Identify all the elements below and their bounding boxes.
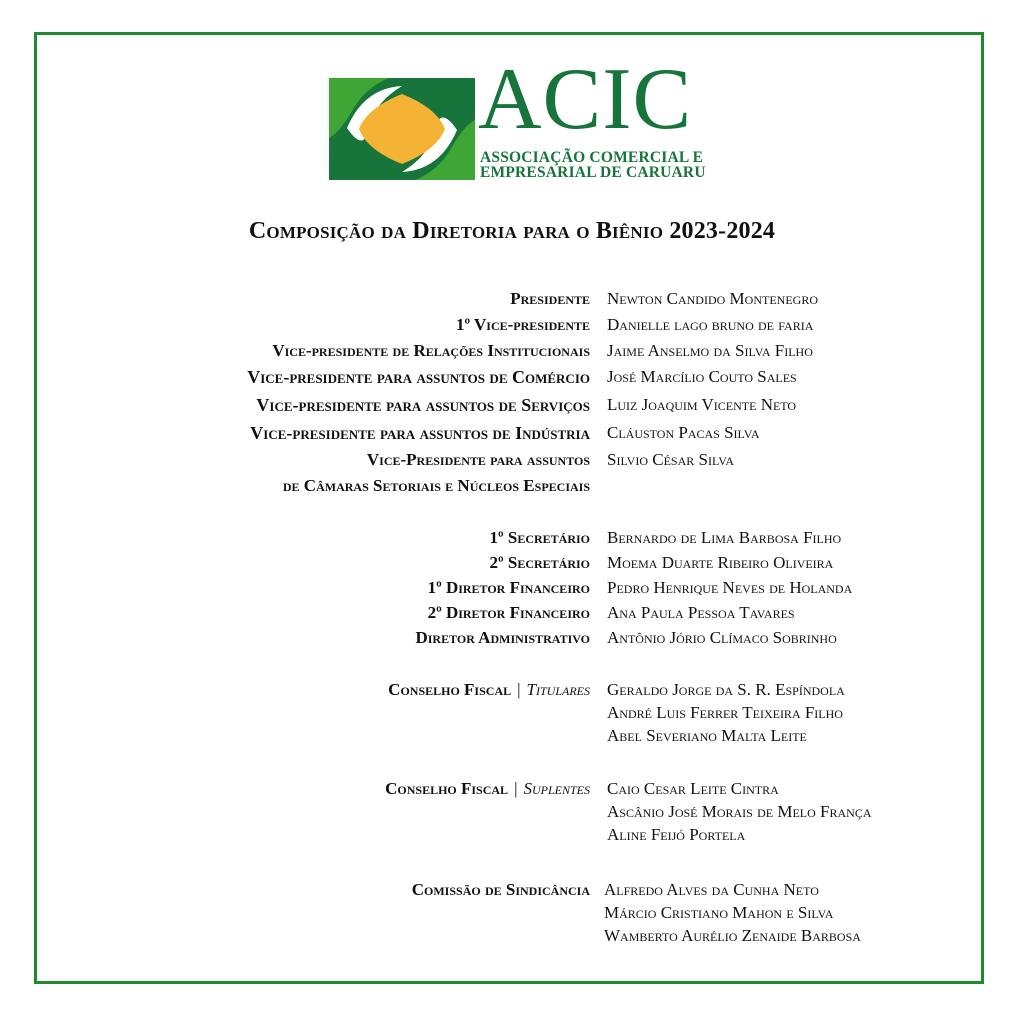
member-name: Newton Candido Montenegro <box>607 289 818 308</box>
member-name: Aline Feijó Portela <box>607 825 746 844</box>
role-label: Vice-presidente de Relações Institucionais <box>272 341 590 360</box>
role-label: Vice-presidente para assuntos de Serviços <box>256 395 590 415</box>
role-label: Presidente <box>510 289 590 308</box>
role-label: Vice-Presidente para assuntos <box>366 450 590 469</box>
member-name: Pedro Henrique Neves de Holanda <box>607 578 853 597</box>
role-label: Vice-presidente para assuntos de Indústria <box>250 423 590 443</box>
acic-logo-mark <box>329 78 475 180</box>
member-name: André Luis Ferrer Teixeira Filho <box>607 703 843 722</box>
role-label-continued: de Câmaras Setoriais e Núcleos Especiais <box>282 476 590 495</box>
fiscal-titulares-label: Conselho Fiscal | Titulares <box>388 680 590 699</box>
member-name: Wamberto Aurélio Zenaide Barbosa <box>604 926 861 945</box>
member-name: Antônio Jório Clímaco Sobrinho <box>607 628 837 647</box>
member-name: Geraldo Jorge da S. R. Espíndola <box>607 680 845 699</box>
member-name: Caio Cesar Leite Cintra <box>607 779 779 798</box>
role-label: 2º Secretário <box>489 553 590 572</box>
member-name: Luiz Joaquim Vicente Neto <box>607 395 797 414</box>
role-label: 1º Secretário <box>489 528 590 547</box>
role-label: 1º Diretor Financeiro <box>427 578 590 597</box>
sindicancia-label: Comissão de Sindicância <box>411 880 590 899</box>
fiscal-suplentes-label: Conselho Fiscal | Suplentes <box>385 779 590 798</box>
role-label: 1º Vice-presidente <box>455 315 590 334</box>
page-title: Composição da Diretoria para o Biênio 2023-2024 <box>248 218 776 244</box>
member-name: Silvio César Silva <box>607 450 734 469</box>
member-name: Ana Paula Pessoa Tavares <box>607 603 795 622</box>
member-name: Abel Severiano Malta Leite <box>607 726 807 745</box>
member-name: José Marcílio Couto Sales <box>607 367 797 386</box>
member-name: Cláuston Pacas Silva <box>607 423 760 442</box>
logo-subtitle: ASSOCIAÇÃO COMERCIAL E EMPRESARIAL DE CARUARU <box>480 149 706 181</box>
member-name: Danielle lago bruno de faria <box>607 315 814 334</box>
logo-wordmark: ACIC <box>478 51 693 148</box>
member-name: Jaime Anselmo da Silva Filho <box>607 341 813 360</box>
member-name: Márcio Cristiano Mahon e Silva <box>604 903 834 922</box>
member-name: Moema Duarte Ribeiro Oliveira <box>607 553 834 572</box>
member-name: Ascânio José Morais de Melo França <box>607 802 872 821</box>
member-name: Bernardo de Lima Barbosa Filho <box>607 528 842 547</box>
role-label: 2º Diretor Financeiro <box>427 603 590 622</box>
role-label: Diretor Administrativo <box>415 628 590 647</box>
member-name: Alfredo Alves da Cunha Neto <box>604 880 819 899</box>
role-label: Vice-presidente para assuntos de Comércio <box>247 367 590 387</box>
